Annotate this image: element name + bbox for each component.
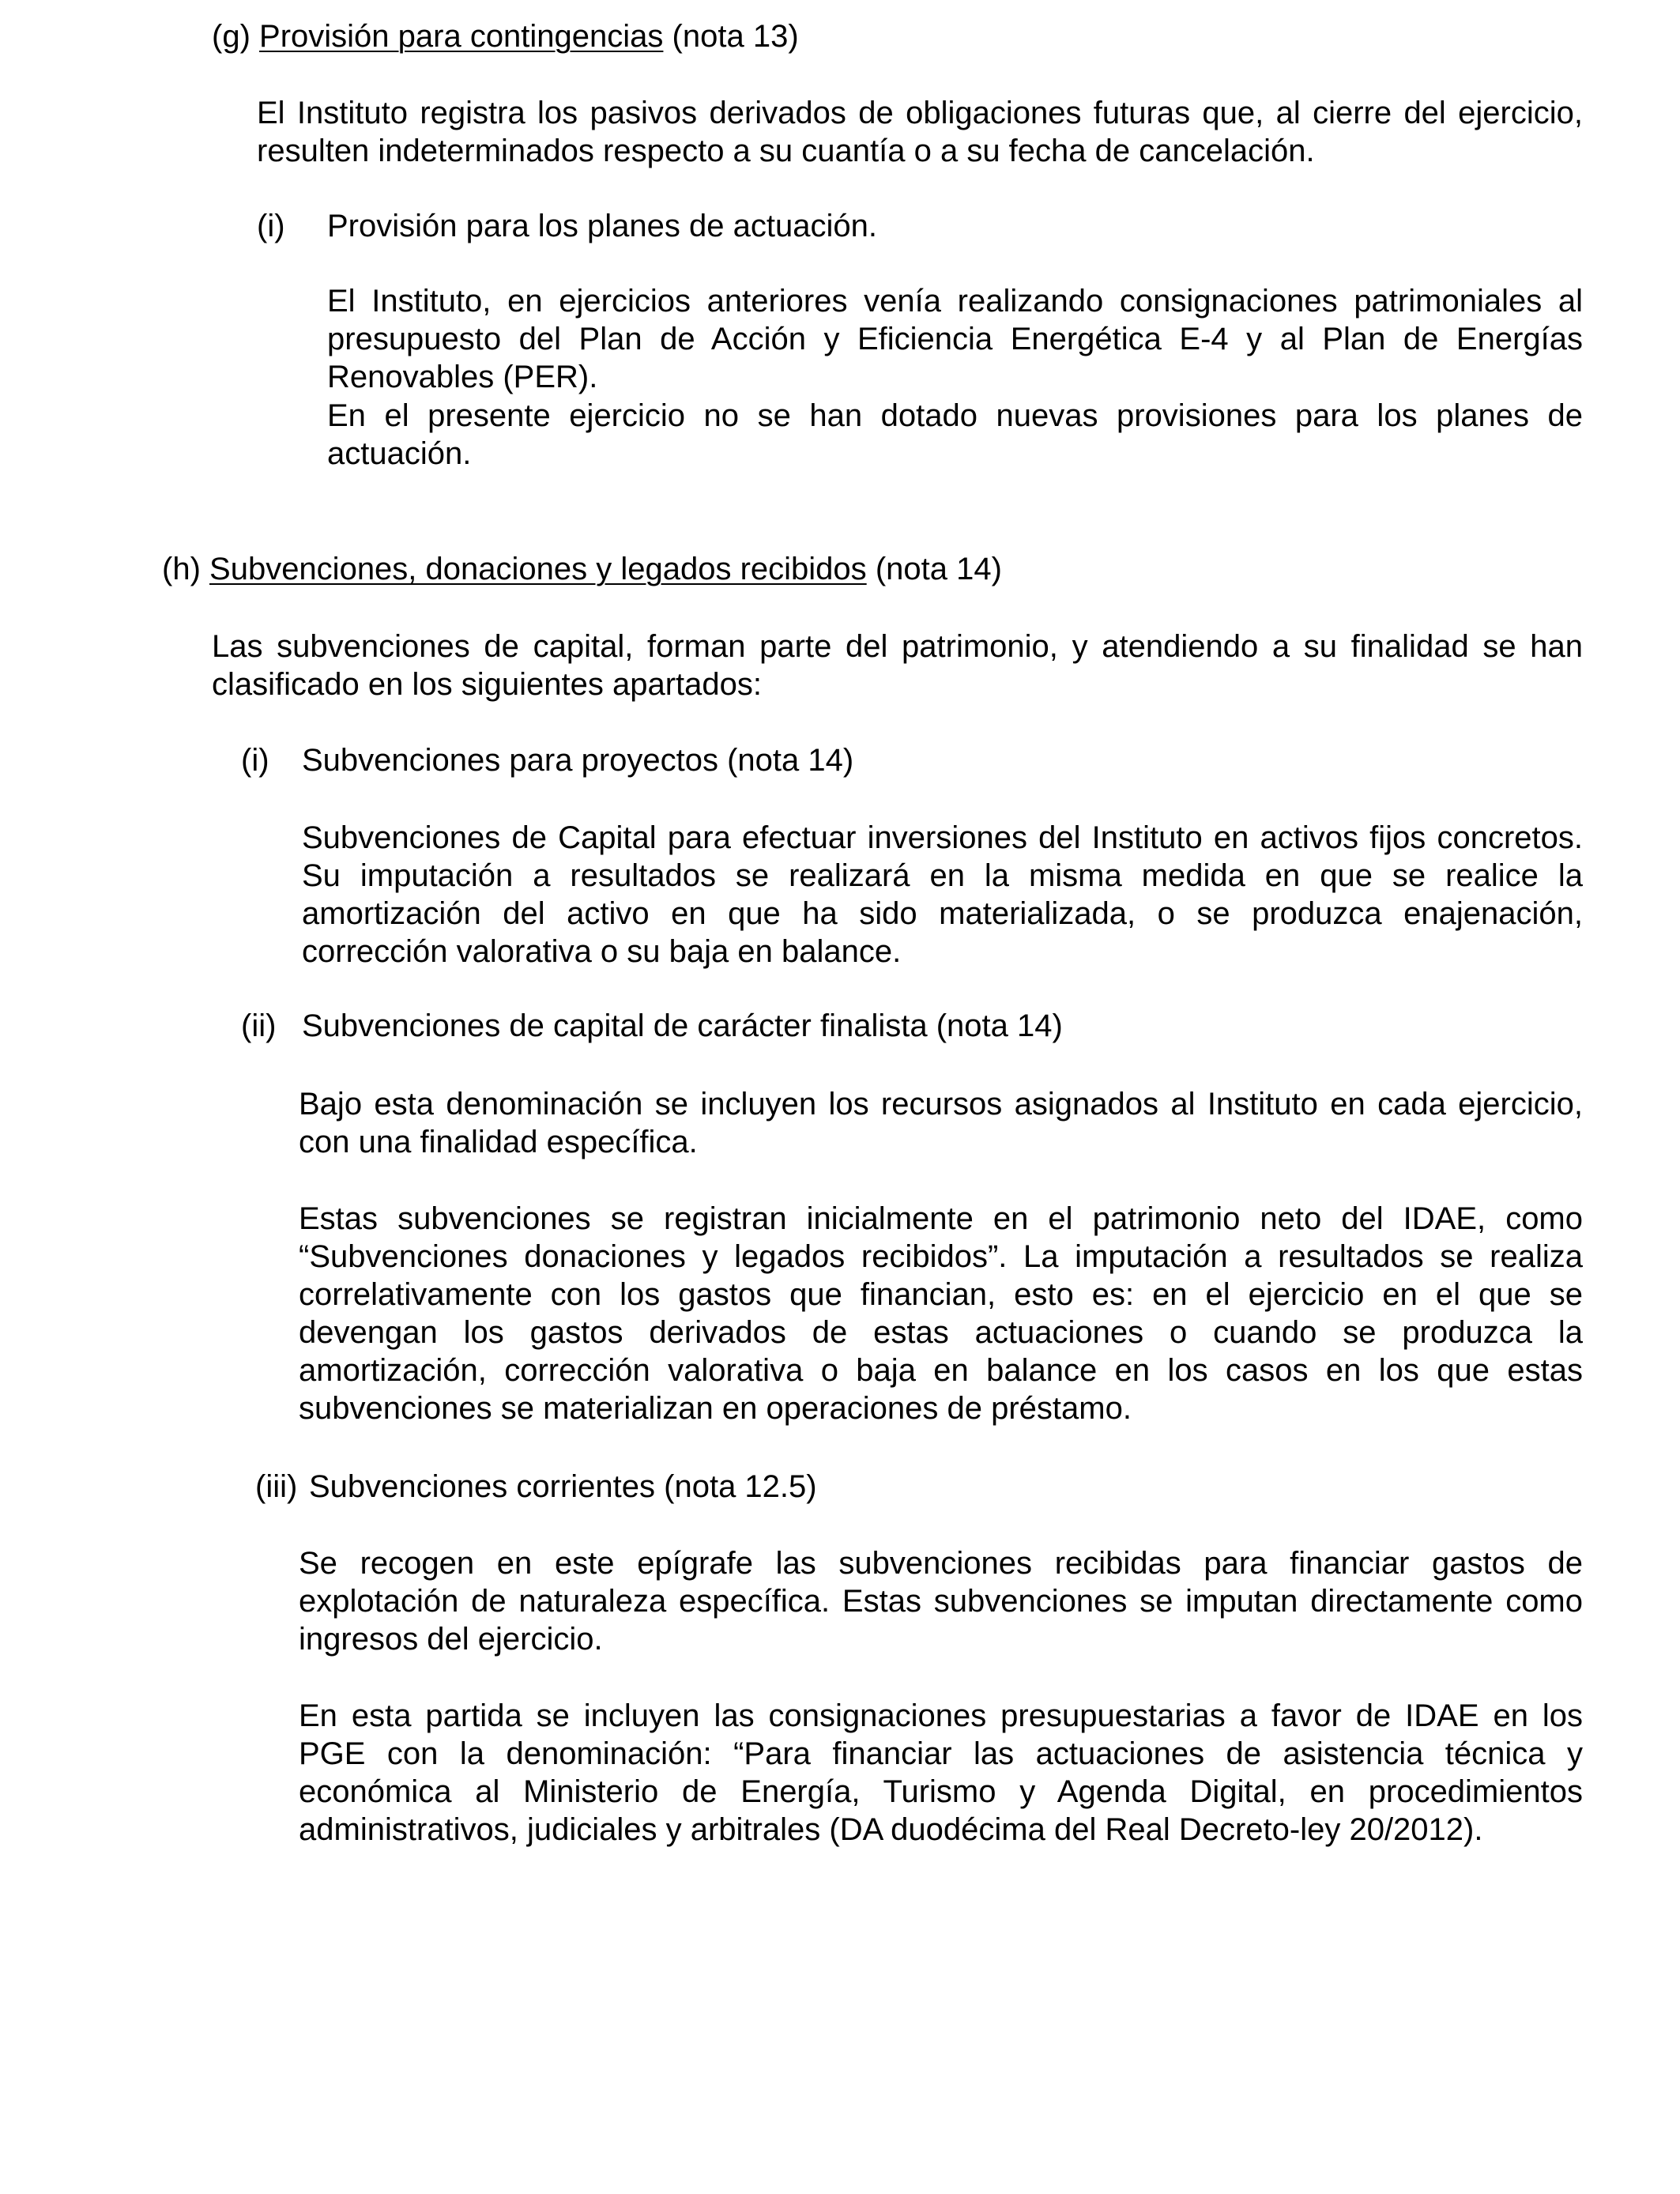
section-h-item-1-title: Subvenciones para proyectos (nota 14) [302,743,854,778]
section-g-item-1-title: Provisión para los planes de actuación. [327,209,877,243]
section-h-item-3-title: Subvenciones corrientes (nota 12.5) [309,1469,817,1504]
section-h-item-2-paragraph-2: Estas subvenciones se registran inicialmente en el patrimonio neto del IDAE, como “Subvenciones donaciones y legados recibidos”. La imputación a resultados se realiza correlativamente con los gastos que financian, esto es: en el ejercicio en el que se devengan los gastos derivados de estas actuaciones o cuando se produzca la amortización, corrección valorativa o baja en balance en los casos en los que estas subvenciones se materializan en operaciones de préstamo. [299,1201,1583,1426]
section-h-item-3-paragraph-1: Se recogen en este epígrafe las subvenciones recibidas para financiar gastos de explotación de naturaleza específica. Estas subvenciones se imputan directamente como ingresos del ejercicio. [299,1546,1583,1657]
section-g-title: Provisión para contingencias [259,19,664,54]
section-g-note: (nota 13) [672,19,799,54]
section-h-heading [162,550,1002,588]
section-g-heading [212,17,799,55]
section-h-item-3-label: (iii) [255,1469,298,1504]
section-h-item-1-label: (i) [241,743,269,778]
section-h-intro: Las subvenciones de capital, forman parte del patrimonio, y atendiendo a su finalidad se han clasificado en los siguientes apartados: [212,629,1583,702]
section-h-item-1-paragraph-1: Subvenciones de Capital para efectuar inversiones del Instituto en activos fijos concretos. Su imputación a resultados se realizará en la misma medida en que se realice la amortización del activo en que ha sido materializada, o se produzca enajenación, corrección valorativa o su baja en balance. [302,820,1583,969]
section-g-label: (g) [212,19,250,54]
section-h-title: Subvenciones, donaciones y legados recibidos [209,552,867,586]
section-h-item-3-paragraph-2: En esta partida se incluyen las consignaciones presupuestarias a favor de IDAE en los PGE con la denominación: “Para financiar las actuaciones de asistencia técnica y económica al Ministerio de Energía, Turismo y Agenda Digital, en procedimientos administrativos, judiciales y arbitrales (DA duodécima del Real Decreto-ley 20/2012). [299,1698,1583,1847]
section-h-label: (h) [162,552,201,586]
section-h-item-2-title: Subvenciones de capital de carácter finalista (nota 14) [302,1008,1063,1043]
section-g-item-1-paragraph-2: En el presente ejercicio no se han dotado nuevas provisiones para los planes de actuación. [327,398,1583,471]
section-h-item-2-label: (ii) [241,1008,277,1043]
section-h-note: (nota 14) [875,552,1002,586]
section-h-item-2-paragraph-1: Bajo esta denominación se incluyen los recursos asignados al Instituto en cada ejercicio, con una finalidad específica. [299,1087,1583,1159]
section-g-intro: El Instituto registra los pasivos derivados de obligaciones futuras que, al cierre del ejercicio, resulten indeterminados respecto a su cuantía o a su fecha de cancelación. [257,96,1583,168]
section-g-item-1-label: (i) [257,209,285,243]
section-g-item-1-paragraph-1: El Instituto, en ejercicios anteriores venía realizando consignaciones patrimoniales al presupuesto del Plan de Acción y Eficiencia Energética E-4 y al Plan de Energías Renovables (PER). [327,284,1583,394]
